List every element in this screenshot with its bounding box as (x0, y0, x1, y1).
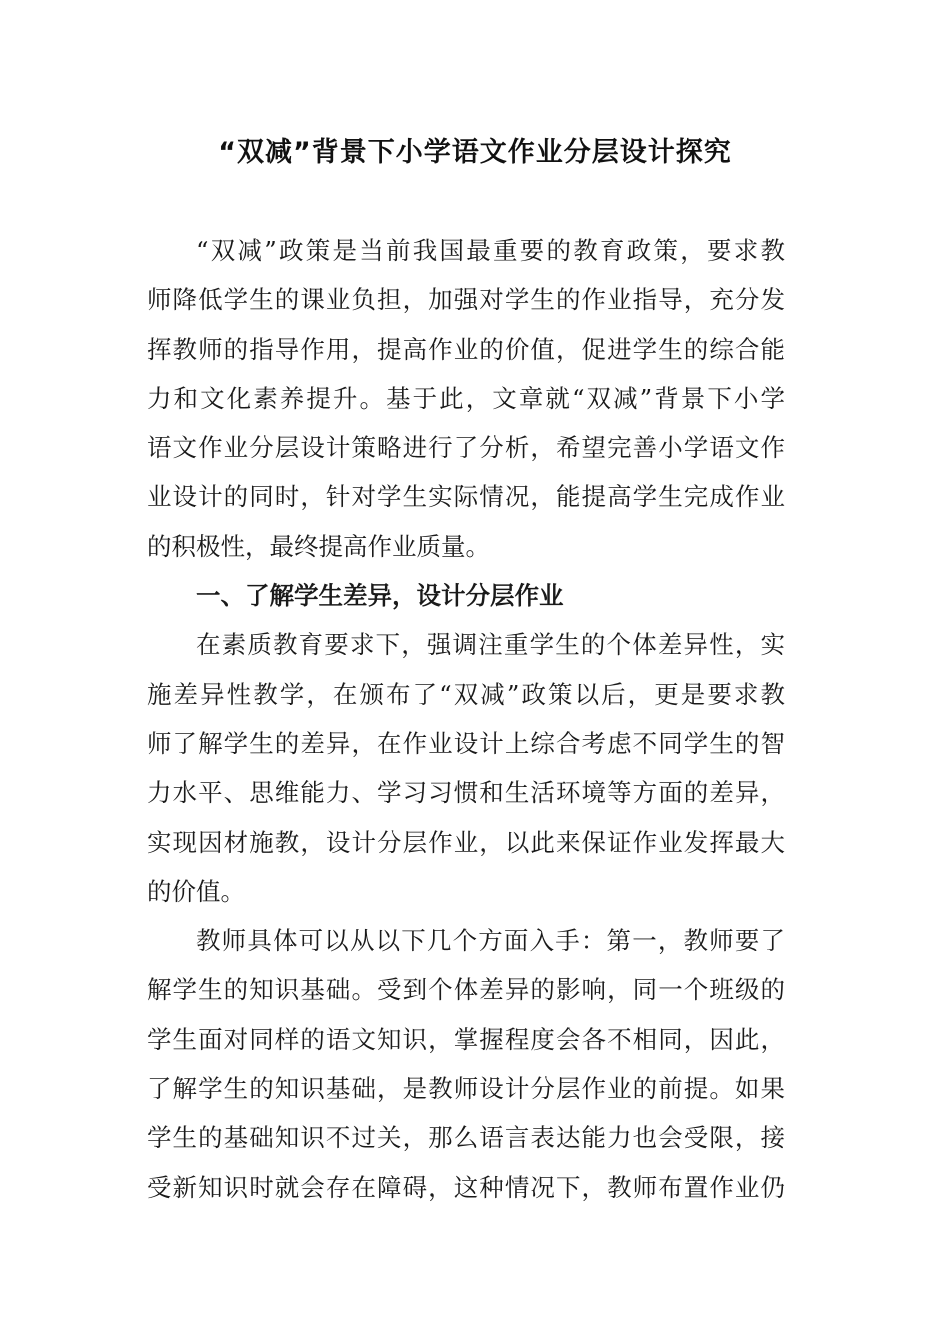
paragraph-line: 的积极性，最终提高作业质量。 (147, 531, 490, 561)
paragraph-line: 业设计的同时，针对学生实际情况，能提高学生完成作业 (147, 482, 785, 512)
paragraph-line: 受新知识时就会存在障碍，这种情况下，教师布置作业仍 (147, 1172, 785, 1202)
paragraph-line: 学生面对同样的语文知识，掌握程度会各不相同，因此， (147, 1024, 785, 1054)
document-body (147, 226, 785, 1212)
paragraph-line: 的价值。 (147, 876, 245, 906)
paragraph-line: 施差异性教学，在颁布了“双减”政策以后，更是要求教 (147, 679, 785, 709)
paragraph-line: 师了解学生的差异，在作业设计上综合考虑不同学生的智 (147, 728, 785, 758)
paragraph-line: 力水平、思维能力、学习习惯和生活环境等方面的差异， (147, 778, 785, 808)
paragraph-line: 教师具体可以从以下几个方面入手：第一，教师要了 (196, 926, 785, 956)
paragraph-line: 学生的基础知识不过关，那么语言表达能力也会受限，接 (147, 1123, 785, 1153)
paragraph-line: “双减”政策是当前我国最重要的教育政策，要求教 (196, 236, 785, 265)
paragraph-line: 力和文化素养提升。基于此，文章就“双减”背景下小学 (147, 383, 785, 413)
paragraph-line: 解学生的知识基础。受到个体差异的影响，同一个班级的 (147, 975, 785, 1005)
paragraph-line: 了解学生的知识基础，是教师设计分层作业的前提。如果 (147, 1074, 785, 1104)
section-heading: 一、了解学生差异，设计分层作业 (196, 581, 564, 611)
document-title: “双减”背景下小学语文作业分层设计探究 (218, 137, 732, 168)
paragraph-line: 语文作业分层设计策略进行了分析，希望完善小学语文作 (147, 433, 785, 463)
paragraph-line: 在素质教育要求下，强调注重学生的个体差异性，实 (196, 630, 785, 660)
paragraph-line: 师降低学生的课业负担，加强对学生的作业指导，充分发 (147, 285, 785, 315)
paragraph-line: 挥教师的指导作用，提高作业的价值，促进学生的综合能 (147, 334, 785, 364)
paragraph-line: 实现因材施教，设计分层作业，以此来保证作业发挥最大 (147, 827, 785, 857)
